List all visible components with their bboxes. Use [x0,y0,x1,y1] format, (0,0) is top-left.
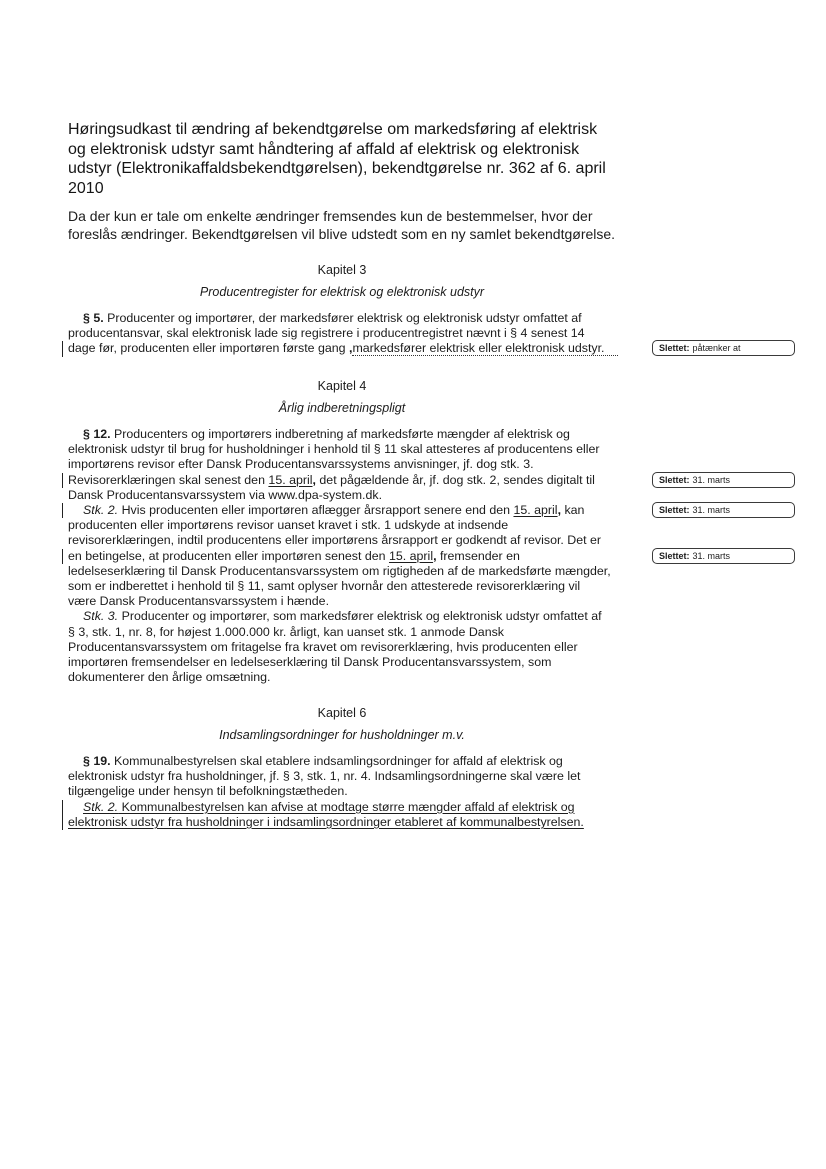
title-line: udstyr (Elektronikaffaldsbekendtgørelsen), bekendtgørelse nr. 362 af 6. april [68,160,606,177]
text-segment: ledelseserklæring til Dansk Producentansvarssystem om rigtigheden af de markedsførte mængder, [68,563,611,578]
comment-label: Slettet: [659,505,690,516]
inserted-subsection-label: Stk. 2. [83,799,119,814]
text-line [68,488,616,503]
text-segment: Producenters og importørers indberetning af markedsførte mængder af elektrisk og [110,427,570,441]
text-line [68,533,616,548]
chapter-heading: Kapitel 4 [317,379,367,393]
comment-text: 31. marts [692,505,731,516]
text-segment: dokumenterer den årlige omsætning. [68,670,271,685]
text-segment: som er indberettet i henhold til § 11, samt oplyser hvornår den attesterede revisorerklæring vil [68,579,581,594]
section-number: § 5. [83,311,104,325]
chapter-subtitle: Producentregister for elektrisk og elektronisk udstyr [199,285,485,299]
text-line [68,311,616,326]
text-line [68,769,616,784]
chapter-body [68,427,731,685]
text-segment: producenten eller importørens revisor uanset kravet i stk. 1 udskyde at indsende [68,518,509,533]
text-line [68,784,616,799]
title-line: Høringsudkast til ændring af bekendtgørelse om markedsføring af elektrisk [68,121,598,138]
text-line [68,609,616,624]
text-segment: elektronisk udstyr fra husholdninger, jf. § 3, stk. 1, nr. 4. Indsamlingsordningerne skal være let [68,769,581,784]
comment-text: 31. marts [692,550,731,561]
inserted-text: 15. april [268,472,313,487]
text-segment: tilgængelige under hensyn til befolkningstætheden. [68,784,348,799]
text-segment: en betingelse, at producenten eller importøren senest den [68,548,389,563]
chapter-subtitle: Indsamlingsordninger for husholdninger m.v. [219,728,465,742]
comment-text: 31. marts [692,474,731,485]
text-segment: Revisorerklæringen skal senest den [68,472,269,487]
chapter-heading: Kapitel 6 [317,706,367,720]
text-line [68,326,616,341]
comment-label: Slettet: [659,550,690,561]
text-segment: Dansk Producentansvarssystem via www.dpa-system.dk. [68,487,383,502]
deletion-comment-balloon [652,340,795,356]
comment-label: Slettet: [659,343,690,354]
comment-text: påtænker at [692,343,741,354]
text-line [68,640,616,655]
text-segment: fremsender en [436,548,520,563]
text-segment: importøren fremsendelser en ledelseserklæring til Dansk Producentansvarssystem, som [68,655,552,670]
chapter-subtitle: Årlig indberetningspligt [278,401,406,415]
change-bar [62,341,63,356]
chapter-heading: Kapitel 3 [317,263,367,277]
change-bar [62,800,63,815]
text-line [68,518,616,533]
text-segment: Producentansvarssystem om fritagelse fra kravet om revisorerklæring, hvis producenten eller [68,639,578,654]
inserted-text: 15. april [388,548,434,563]
title-line: 2010 [68,179,104,197]
deletion-marker: , [433,548,437,563]
document-title [68,120,616,198]
deletion-comment-balloon [652,548,795,564]
chapter-body [68,311,741,357]
deletion-marker: , [349,341,353,356]
text-segment: det pågældende år, jf. dog stk. 2, sendes digitalt til [315,472,595,487]
text-line [68,594,616,609]
inserted-text: 15. april [513,503,558,518]
change-bar [62,473,63,488]
text-line [68,564,616,579]
text-segment: importørens revisor efter Dansk Producentansvarssystems anvisninger, jf. dog stk. 3. [68,457,534,472]
chapter-body [68,754,616,830]
intro-line: Da der kun er tale om enkelte ændringer fremsendes kun de bestemmelser, hvor der [68,208,593,224]
section-number: § 19. [83,754,111,768]
deletion-marker: , [557,503,562,518]
inserted-text: Kommunalbestyrelsen kan afvise at modtage større mængder affald af elektrisk og [118,799,575,814]
text-line [68,670,616,685]
text-line [68,341,741,356]
text-line [68,442,616,457]
text-segment: producentansvar, skal elektronisk lade sig registrere i producentregistret nævnt i § 4 senest 14 [68,326,585,341]
text-segment: elektronisk udstyr til brug for husholdninger i henhold til § 11 skal attesteres af producentens eller [68,442,600,457]
subsection-label: Stk. 3. [83,609,119,624]
text-segment: Kommunalbestyrelsen skal etablere indsamlingsordninger for affald af elektrisk og [110,754,563,768]
change-bar [62,503,63,518]
intro-paragraph [68,207,616,243]
title-line: og elektronisk udstyr samt håndtering af affald af elektrisk og elektronisk [68,140,580,158]
text-line [68,815,616,830]
section-number: § 12. [83,427,111,441]
text-line [68,754,616,769]
deletion-comment-balloon [652,502,795,518]
text-line [68,457,616,472]
deletion-comment-balloon [652,472,795,488]
text-segment: kan [561,503,585,518]
text-segment: § 3, stk. 1, nr. 8, for højest 1.000.000 kr. årligt, kan uanset stk. 1 anmode Dansk [68,624,504,639]
change-bar [62,815,63,830]
text-line [68,548,731,564]
text-segment: være Dansk Producentansvarssystem i hænde. [68,594,330,609]
chapter-3 [68,262,741,357]
text-segment: Producenter og importører, som markedsfører elektrisk og elektronisk udstyr omfattet af [118,609,602,624]
intro-line: foreslås ændringer. Bekendtgørelsen vil blive udstedt som en ny samlet bekendtgørelse. [68,226,616,242]
chapter-4 [68,378,731,685]
text-segment: dage før, producenten eller importøren første gang [68,341,349,356]
subsection-label: Stk. 2. [83,503,119,518]
deletion-marker: , [312,472,316,487]
text-line [68,655,616,670]
change-bar [62,549,63,564]
text-line [68,427,616,442]
text-segment: revisorerklæringen, indtil producentens eller importørens årsrapport er godkendt af revisor. Det er [68,533,602,548]
text-line [68,472,731,488]
text-line [68,579,616,594]
text-line [68,625,616,640]
text-segment: Producenter og importører, der markedsfører elektrisk og elektronisk udstyr omfattet af [103,311,582,325]
text-line [68,800,616,815]
comment-anchor-text: markedsfører elektrisk eller elektronisk udstyr. [352,341,618,356]
comment-label: Slettet: [659,474,690,485]
text-segment: Hvis producenten eller importøren aflægger årsrapport senere end den [118,503,514,518]
inserted-text: elektronisk udstyr fra husholdninger i indsamlingsordninger etableret af kommunalbestyrelsen. [68,814,584,829]
text-line [68,503,731,518]
chapter-6 [68,705,616,830]
